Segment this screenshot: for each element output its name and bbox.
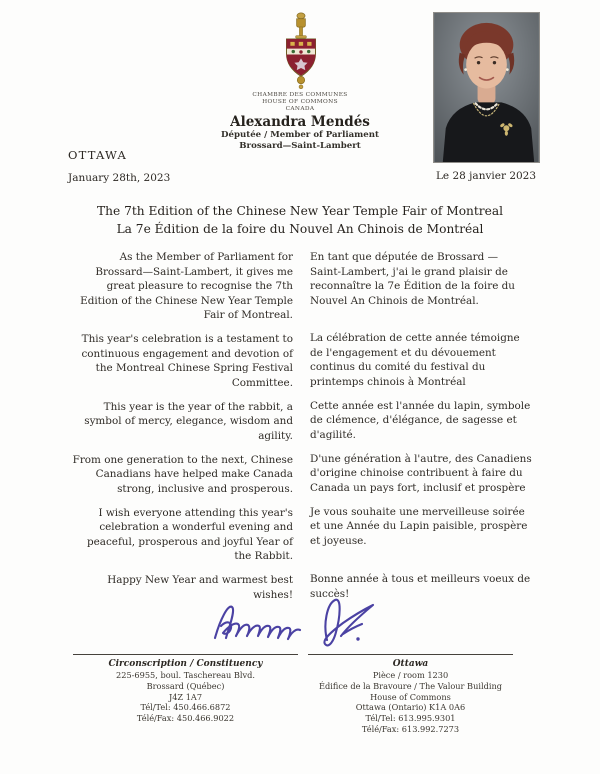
paragraph-fr: La célébration de cette année témoigne de l'engagement et du dévouement continus du comité du festival du printemps chinois à Montréal	[310, 332, 520, 388]
signature	[205, 582, 395, 654]
constituency-office-block	[73, 654, 298, 724]
date-french: Le 28 janvier 2023	[435, 170, 537, 182]
paragraph-fr: En tant que députée de Brossard — Saint-Lambert, j'ai le grand plaisir de reconnaître la 7e Édition de la foire du Nouvel An Chinois de Montréal.	[310, 251, 515, 307]
mp-role: Députée / Member of Parliament	[221, 130, 379, 141]
ottawa-house-of-commons: House of Commons	[370, 691, 451, 702]
constituency-phone: Tél/Tel: 450.466.6872	[140, 702, 231, 713]
constituency-fax: Télé/Fax: 450.466.9022	[136, 713, 235, 724]
paragraph-fr: D'une génération à l'autre, des Canadiens d'origine chinoise contribuent à faire du Canada un pays fort, inclusif et prospère	[310, 452, 532, 494]
letter-title-en: The 7th Edition of the Chinese New Year Temple Fair of Montreal	[97, 204, 503, 218]
org-line-chambre: CHAMBRE DES COMMUNES	[252, 92, 348, 98]
paragraph-en: This year's celebration is a testament to continuous engagement and devotion of the Montreal Chinese Spring Festival Committee.	[81, 333, 293, 389]
paragraph-en: Happy New Year and warmest best wishes!	[107, 574, 293, 601]
ottawa-building: Édifice de la Bravoure / The Valour Building	[319, 680, 502, 691]
constituency-postal-code: J4Z 1A7	[168, 691, 203, 702]
paragraph-fr: Bonne année à tous et meilleurs voeux de succès!	[310, 573, 531, 600]
date-english: January 28th, 2023	[68, 172, 171, 184]
org-line-house: HOUSE OF COMMONS	[262, 98, 338, 105]
paragraph-fr: Cette année est l'année du lapin, symbole de clémence, d'élégance, de sagesse et d'agilité.	[310, 399, 531, 441]
paragraph-en: As the Member of Parliament for Brossard—Saint-Lambert, it gives me great pleasure to recognise the 7th Edition of the Chinese New Year Temple Fair of Montreal.	[80, 251, 293, 321]
city-line: OTTAWA	[68, 148, 127, 162]
paragraph-en: From one generation to the next, Chinese Canadians have helped make Canada strong, inclusive and prosperous.	[72, 453, 293, 495]
constituency-address: 225-6955, boul. Taschereau Blvd.	[116, 670, 255, 680]
ottawa-phone: Tél/Tel: 613.995.9301	[365, 713, 456, 724]
body-column-french	[310, 250, 532, 612]
paragraph-en: I wish everyone attending this year's celebration a wonderful evening and peaceful, prosperous and joyful Year of the Rabbit.	[86, 506, 293, 562]
mp-name: Alexandra Mendés	[230, 114, 370, 131]
portrait-photo	[433, 12, 540, 163]
body-column-english	[71, 250, 293, 612]
ottawa-office-title: Ottawa	[392, 659, 429, 669]
letter-title	[0, 203, 600, 238]
ottawa-fax: Télé/Fax: 613.992.7273	[361, 723, 460, 734]
letter-footer	[0, 654, 600, 764]
constituency-office-title: Circonscription / Constituency	[108, 659, 263, 669]
paragraph-en: This year is the year of the rabbit, a symbol of mercy, elegance, wisdom and agility.	[84, 400, 293, 442]
letter-body	[71, 250, 532, 612]
paragraph-fr: Je vous souhaite une merveilleuse soirée et une Année du Lapin paisible, prospère et joyeuse.	[310, 505, 528, 547]
ottawa-room: Pièce / room 1230	[372, 670, 449, 680]
mp-riding: Brossard—Saint-Lambert	[239, 141, 361, 152]
constituency-city: Brossard (Québec)	[146, 680, 225, 691]
org-line-canada: CANADA	[285, 105, 315, 112]
letter-title-fr: La 7e Édition de la foire du Nouvel An Chinois de Montréal	[116, 221, 484, 236]
house-of-commons-crest-icon	[272, 10, 330, 90]
ottawa-postal-code: Ottawa (Ontario) K1A 0A6	[355, 702, 466, 713]
ottawa-office-block	[308, 654, 513, 735]
